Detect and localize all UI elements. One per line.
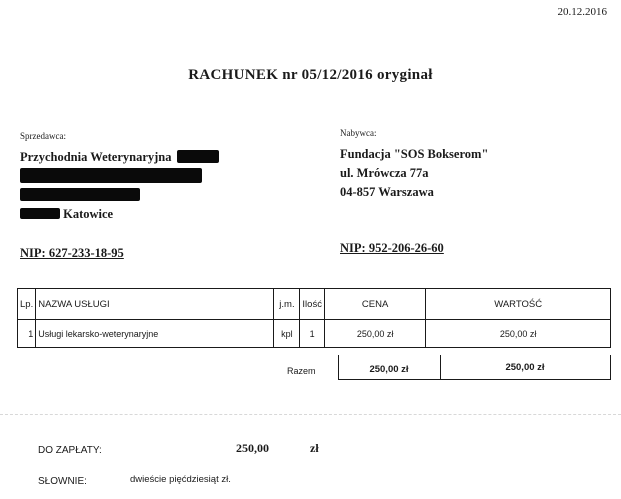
- table-header-row: [18, 289, 611, 320]
- seller-block: [20, 131, 219, 224]
- total-divider: [440, 355, 441, 379]
- amount-words-label: SŁOWNIE:: [38, 476, 87, 487]
- table-row: [18, 320, 611, 348]
- redaction-bar: [177, 150, 219, 163]
- redaction-bar: [20, 208, 60, 219]
- amount-due-currency: zł: [310, 441, 319, 455]
- row-name: Usługi lekarsko-weterynaryjne: [36, 320, 274, 348]
- amount-due-label: DO ZAPŁATY:: [38, 445, 102, 456]
- redaction-bar: [20, 168, 202, 183]
- seller-city-line: [20, 205, 219, 224]
- header-value: WARTOŚĆ: [426, 289, 611, 320]
- buyer-nip: NIP: 952-206-26-60: [340, 241, 444, 255]
- invoice-title: RACHUNEK nr 05/12/2016 oryginał: [188, 67, 433, 83]
- total-value: 250,00 zł: [505, 362, 545, 373]
- amount-due: 250,00: [236, 441, 269, 455]
- row-price: 250,00 zł: [324, 320, 425, 348]
- row-value: 250,00 zł: [426, 320, 611, 348]
- buyer-block: [340, 128, 488, 202]
- row-qty: 1: [300, 320, 325, 348]
- buyer-heading: Nabywca:: [340, 128, 377, 138]
- seller-name: Przychodnia Weterynaryjna: [20, 150, 172, 164]
- redaction-bar: [20, 188, 140, 201]
- row-unit: kpl: [274, 320, 300, 348]
- header-name: NAZWA USŁUGI: [36, 289, 274, 320]
- amount-words: dwieście pięćdziesiąt zł.: [130, 474, 231, 485]
- total-price: 250,00 zł: [369, 364, 409, 375]
- seller-address-line-2: [20, 186, 219, 205]
- header-lp: Lp.: [18, 289, 36, 320]
- buyer-postal-city: 04-857 Warszawa: [340, 185, 434, 199]
- header-unit: j.m.: [274, 289, 300, 320]
- invoice-date: 20.12.2016: [557, 6, 607, 18]
- seller-city: Katowice: [63, 207, 114, 221]
- row-lp: 1: [18, 320, 36, 348]
- seller-name-line: [20, 148, 219, 167]
- buyer-street: ul. Mrówcza 77a: [340, 166, 429, 180]
- total-label: Razem: [287, 366, 316, 376]
- seller-nip: NIP: 627-233-18-95: [20, 246, 124, 260]
- items-table: [17, 288, 611, 348]
- header-price: CENA: [324, 289, 425, 320]
- divider: [0, 414, 621, 415]
- seller-heading: Sprzedawca:: [20, 131, 66, 141]
- buyer-name: Fundacja "SOS Bokserom": [340, 147, 489, 161]
- seller-address-line: [20, 167, 219, 186]
- header-qty: Ilość: [300, 289, 325, 320]
